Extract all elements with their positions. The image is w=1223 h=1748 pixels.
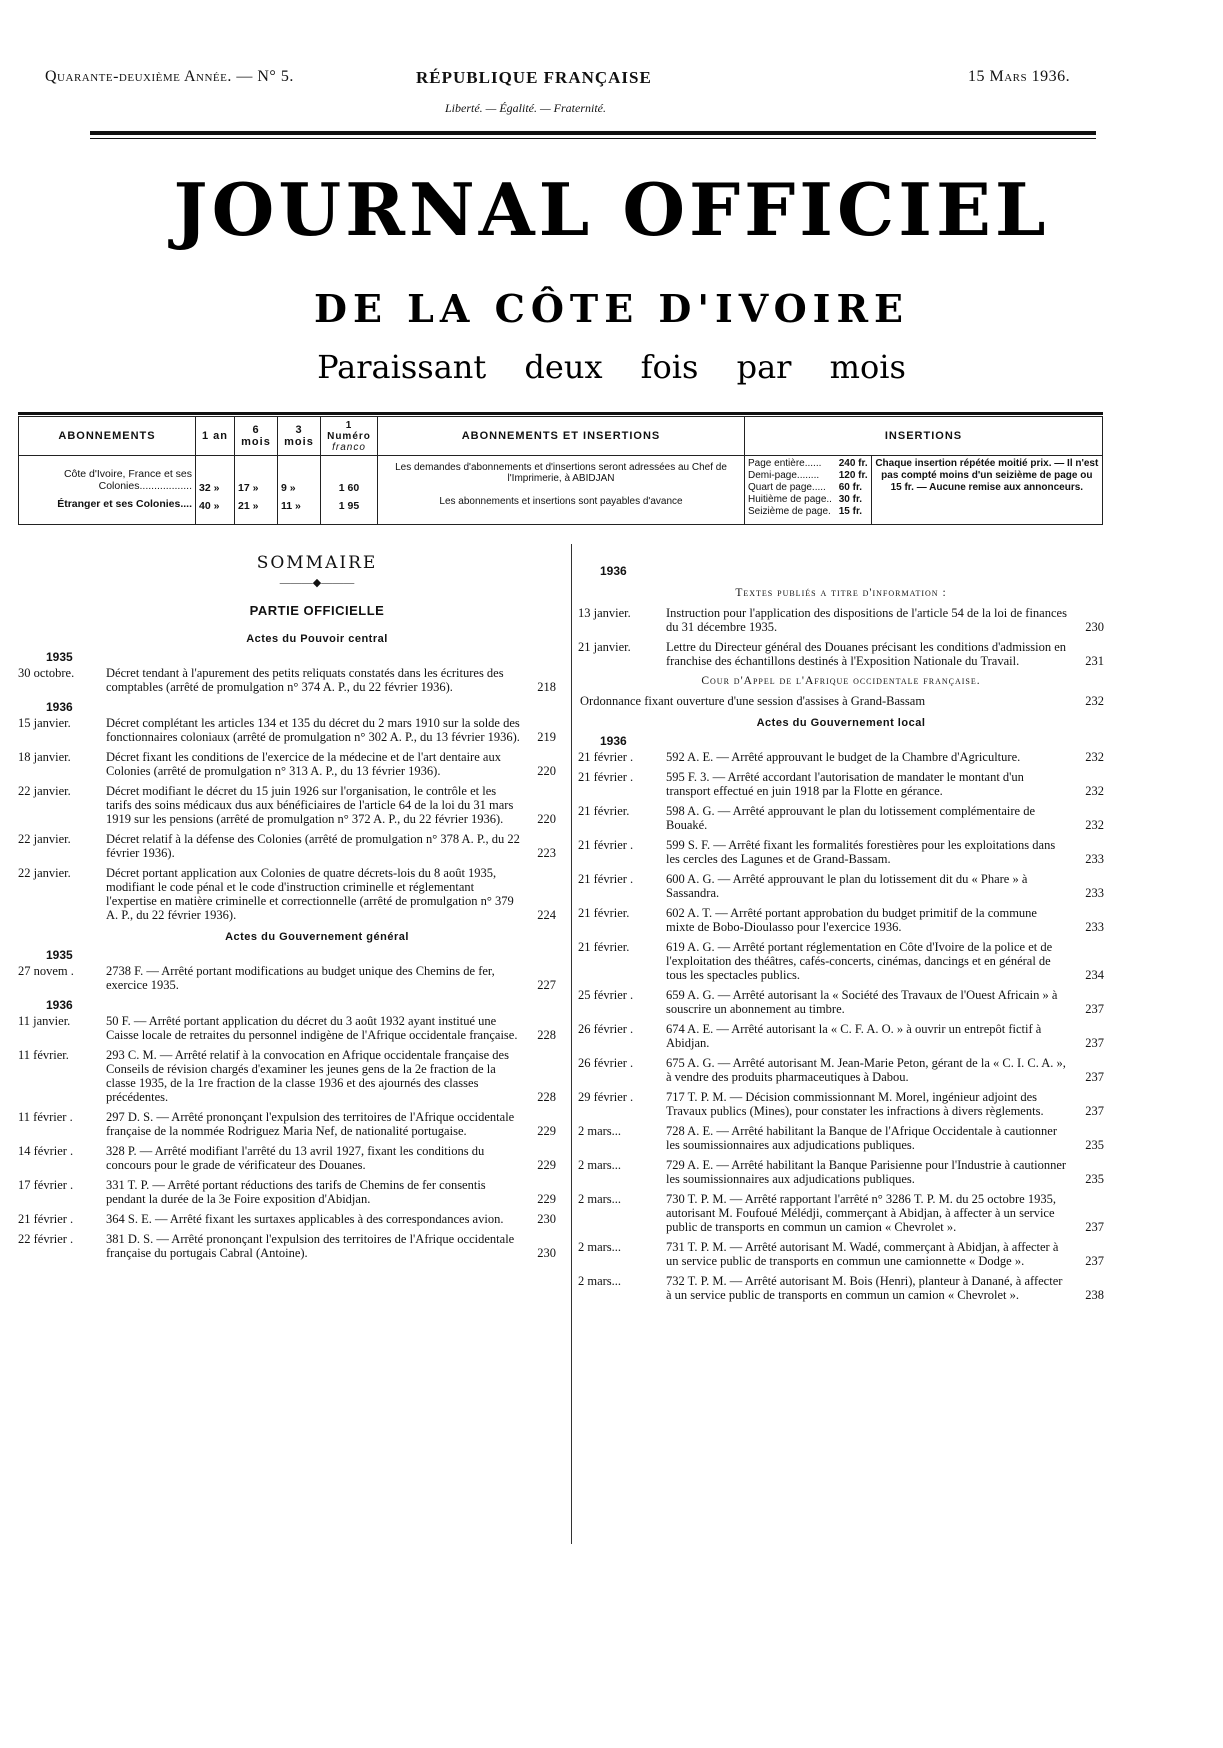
- entry-date: 27 novem .: [18, 964, 74, 978]
- entry-date: 11 février.: [18, 1048, 69, 1062]
- entry-text: 600 A. G. — Arrêté approuvant le plan du lotissement dit du « Phare » à Sassandra.: [666, 872, 1028, 900]
- entry-text: 599 S. F. — Arrêté fixant les formalités forestières pour les exploitations dans les cercles des Lagunes et de Grand-Bassam.: [666, 838, 1056, 866]
- entry-page: 218: [537, 680, 556, 694]
- entry-date: 2 mars...: [578, 1274, 622, 1288]
- col-3mois: 3 mois: [278, 417, 321, 456]
- header-rule: [90, 131, 1096, 135]
- entry-page: 223: [537, 846, 556, 860]
- entry-text: 717 T. P. M. — Décision commissionnant M. Morel, ingénieur adjoint des Travaux publics (Mines), pour constater les infractions à divers règlements.: [666, 1090, 1044, 1118]
- entry-date: 18 janvier.: [18, 750, 71, 764]
- entry-text: 592 A. E. — Arrêté approuvant le budget de la Chambre d'Agriculture.: [666, 750, 1021, 764]
- header-rule-thin: [90, 138, 1096, 139]
- sommaire-entry: [578, 750, 1104, 764]
- sommaire-entry: [578, 906, 1104, 934]
- col-1an: 1 an: [196, 417, 235, 456]
- issue-date: 15 Mars 1936.: [968, 68, 1071, 85]
- entry-page: 232: [1085, 750, 1104, 764]
- insertion-rates: Page entière...... Demi-page........ Quart de page..... Huitième de page.. Seizième de page.240 fr. 120 fr. 60 fr. 30 fr. 15 fr.: [745, 456, 872, 525]
- journal-tagline: Paraissant deux fois par mois: [317, 348, 906, 386]
- entry-page: 229: [537, 1158, 556, 1172]
- entry-date: 14 février .: [18, 1144, 74, 1158]
- section-gouvernement-general: Actes du Gouvernement général: [225, 931, 409, 943]
- year-1936-b: 1936: [46, 998, 73, 1012]
- sommaire-entry: [578, 640, 1104, 668]
- entry-date: 22 janvier.: [18, 832, 71, 846]
- entry-page: 228: [537, 1028, 556, 1042]
- entry-date: 15 janvier.: [18, 716, 71, 730]
- entry-date: 17 février .: [18, 1178, 74, 1192]
- entry-page: 237: [1085, 1002, 1104, 1016]
- entry-page: 232: [1085, 818, 1104, 832]
- partie-officielle-heading: PARTIE OFFICIELLE: [249, 603, 385, 618]
- right-column: [578, 562, 1104, 1308]
- entry-date: 21 février .: [578, 872, 634, 886]
- entry-date: 30 octobre.: [18, 666, 75, 680]
- col-6mois: 6 mois: [235, 417, 278, 456]
- entry-text: 50 F. — Arrêté portant application du décret du 3 août 1932 ayant institué une Caisse locale de retraites du personnel indigène de l'Afrique occidentale française.: [106, 1014, 518, 1042]
- entry-page: 229: [537, 1124, 556, 1138]
- entry-page: 234: [1085, 968, 1104, 982]
- entry-text: 674 A. E. — Arrêté autorisant la « C. F. A. O. » à ouvrir un entrepôt fictif à Abidjan.: [666, 1022, 1042, 1050]
- entry-page: 233: [1085, 852, 1104, 866]
- sommaire-entry: [578, 1274, 1104, 1302]
- entry-page: 224: [537, 908, 556, 922]
- entry-text: 731 T. P. M. — Arrêté autorisant M. Wadé, commerçant à Abidjan, à affecter à un service public de transports en commun une camionnette « Dodge ».: [666, 1240, 1059, 1268]
- sommaire-entry: [18, 1144, 556, 1172]
- column-divider: [571, 544, 572, 1544]
- sommaire-heading: SOMMAIRE: [256, 553, 378, 573]
- sommaire-entry: [18, 1048, 556, 1104]
- year-1935: 1935: [46, 650, 73, 664]
- journal-title: JOURNAL OFFICIEL: [173, 167, 1050, 252]
- sommaire-entry: [578, 1192, 1104, 1234]
- col-abo-insertions: ABONNEMENTS ET INSERTIONS: [378, 417, 745, 456]
- motto: Liberté. — Égalité. — Fraternité.: [445, 101, 606, 115]
- entry-page: 237: [1085, 1254, 1104, 1268]
- entry-text: 293 C. M. — Arrêté relatif à la convocation en Afrique occidentale française des Conseils de révision chargés d'examiner les jeunes gens de la 2e fraction de la classe 1935, de la 1re fraction de la classe 1936 et des ajournés des classes précédentes.: [106, 1048, 509, 1104]
- entry-page: 228: [537, 1090, 556, 1104]
- section-gouvernement-local: Actes du Gouvernement local: [756, 717, 926, 729]
- sommaire-entry: [18, 866, 556, 922]
- entry-page: 237: [1085, 1104, 1104, 1118]
- rates-1an: 32 » 40 »: [196, 456, 235, 525]
- insertion-note: Chaque insertion répétée moitié prix. — Il n'est pas compté moins d'un seizième de page ou 15 fr. — Aucune remise aux annonceurs.: [871, 456, 1102, 525]
- sommaire-entry: [578, 940, 1104, 982]
- journal-subtitle: DE LA CÔTE D'IVOIRE: [314, 286, 909, 331]
- ordonnance-entry: Ordonnance fixant ouverture d'une session d'assises à Grand-Bassam 232: [580, 694, 1104, 708]
- entry-date: 2 mars...: [578, 1158, 622, 1172]
- year-1936-local: 1936: [600, 734, 627, 748]
- entry-text: Décret complétant les articles 134 et 135 du décret du 2 mars 1910 sur la solde des fonctionnaires coloniaux (arrêté de promulgation n° 302 A. P., du 13 février 1936).: [106, 716, 520, 744]
- entry-page: 220: [537, 764, 556, 778]
- entry-text: 364 S. E. — Arrêté fixant les surtaxes applicables à des correspondances avion.: [106, 1212, 504, 1226]
- sommaire-entry: [18, 1014, 556, 1042]
- sommaire-entry: [18, 750, 556, 778]
- year-1936-right: 1936: [600, 564, 627, 578]
- sommaire-entry: [18, 784, 556, 826]
- entry-text: 2738 F. — Arrêté portant modifications au budget unique des Chemins de fer, exercice 1935.: [106, 964, 495, 992]
- entry-text: Décret modifiant le décret du 15 juin 1926 sur l'organisation, le contrôle et les tarifs des soins médicaux dus aux bénéficiaires de l'article 64 de la loi du 31 mars 1919 sur les pensions (arrêté de promulgation n° 372 A. P., du 22 février 1936).: [106, 784, 514, 826]
- sommaire-entry: [18, 1232, 556, 1260]
- entry-text: 728 A. E. — Arrêté habilitant la Banque de l'Afrique Occidentale à cautionner les soumissionnaires aux adjudications publiques.: [666, 1124, 1058, 1152]
- cour-appel-heading: Cour d'Appel de l'Afrique occidentale française.: [701, 675, 981, 687]
- sommaire-entry: [578, 1124, 1104, 1152]
- entry-date: 22 janvier.: [18, 784, 71, 798]
- sommaire-entry: [18, 832, 556, 860]
- entry-text: 732 T. P. M. — Arrêté autorisant M. Bois (Henri), planteur à Danané, à affecter à un service public de transports en commun un camion « Chevrolet ».: [666, 1274, 1063, 1302]
- entry-date: 2 mars...: [578, 1192, 622, 1206]
- entry-text: 297 D. S. — Arrêté prononçant l'expulsion des territoires de l'Afrique occidentale française de la nommée Rodriguez Maria Nef, de nationalité portugaise.: [106, 1110, 515, 1138]
- sommaire-entry: [578, 838, 1104, 866]
- entry-page: 219: [537, 730, 556, 744]
- issue-number: Quarante-deuxième Année. — N° 5.: [45, 68, 294, 85]
- left-column: [18, 553, 556, 1266]
- rates-numero: 1 60 1 95: [321, 456, 378, 525]
- entry-date: 21 février .: [578, 750, 634, 764]
- entry-date: 21 février .: [578, 838, 634, 852]
- subscription-info: Les demandes d'abonnements et d'insertions seront adressées au Chef de l'Imprimerie, à ABIDJAN Les abonnements et insertions sont payables d'avance: [378, 456, 745, 525]
- entry-date: 26 février .: [578, 1022, 634, 1036]
- rates-6mois: 17 » 21 »: [235, 456, 278, 525]
- entry-page: 220: [537, 812, 556, 826]
- rates-3mois: 9 » 11 »: [278, 456, 321, 525]
- entry-text: 729 A. E. — Arrêté habilitant la Banque Parisienne pour l'Industrie à cautionner les soumissionnaires aux adjudications publiques.: [666, 1158, 1067, 1186]
- col-numero: 1 Numéro franco: [321, 417, 378, 456]
- entry-date: 11 janvier.: [18, 1014, 71, 1028]
- entry-date: 21 janvier.: [578, 640, 631, 654]
- entry-text: Décret portant application aux Colonies de quatre décrets-lois du 8 août 1935, modifiant le code pénal et le code d'instruction criminelle et réglementant l'expertise en matière criminelle et correctionnelle (arrêté de promulgation n° 379 A. P., du 22 février 1936).: [106, 866, 514, 922]
- sommaire-entry: [578, 606, 1104, 634]
- rates-labels: Côte d'Ivoire, France et ses Colonies.................. Étranger et ses Colonies....: [19, 456, 196, 525]
- entry-page: 231: [1085, 654, 1104, 668]
- entry-page: 230: [537, 1212, 556, 1226]
- entry-text: Lettre du Directeur général des Douanes précisant les conditions d'admission en franchise des échantillons destinés à l'Exposition Nationale du Travail.: [666, 640, 1067, 668]
- entry-date: 26 février .: [578, 1056, 634, 1070]
- entry-page: 229: [537, 1192, 556, 1206]
- entry-page: 227: [537, 978, 556, 992]
- entry-text: Instruction pour l'application des dispositions de l'article 54 de la loi de finances du 31 décembre 1935.: [666, 606, 1067, 634]
- entry-date: 25 février .: [578, 988, 634, 1002]
- sommaire-entry: [578, 988, 1104, 1016]
- sommaire-entry: [18, 1110, 556, 1138]
- entry-page: 233: [1085, 886, 1104, 900]
- sommaire-entry: [578, 1158, 1104, 1186]
- col-insertions: INSERTIONS: [745, 417, 1103, 456]
- republic-label: RÉPUBLIQUE FRANÇAISE: [416, 68, 652, 87]
- entry-page: 232: [1085, 784, 1104, 798]
- sommaire-entry: [578, 1056, 1104, 1084]
- entry-text: 619 A. G. — Arrêté portant réglementation en Côte d'Ivoire de la police et de l'exploitation des théâtres, cafés-concerts, cinémas, dancings et en général de tous les spectacles publics.: [666, 940, 1053, 982]
- entry-page: 230: [1085, 620, 1104, 634]
- entry-date: 2 mars...: [578, 1124, 622, 1138]
- entry-text: 595 F. 3. — Arrêté accordant l'autorisation de mandater le montant d'un transport effectué en juin 1918 par la Flotte en gérance.: [666, 770, 1024, 798]
- entry-date: 2 mars...: [578, 1240, 622, 1254]
- textes-heading: Textes publiés a titre d'information :: [735, 587, 947, 599]
- sommaire-entry: [18, 1212, 556, 1226]
- entry-text: 331 T. P. — Arrêté portant réductions des tarifs de Chemins de fer consentis pendant la durée de la 3e Foire exposition d'Abidjan.: [106, 1178, 486, 1206]
- table-top-rule: [18, 412, 1103, 415]
- entry-date: 21 février.: [578, 804, 630, 818]
- entry-page: 235: [1085, 1138, 1104, 1152]
- entry-page: 237: [1085, 1070, 1104, 1084]
- ornament-divider: ———◆———: [279, 577, 355, 589]
- entry-text: 675 A. G. — Arrêté autorisant M. Jean-Marie Peton, gérant de la « C. I. C. A. », à vendre des produits pharmaceutiques à Dabou.: [666, 1056, 1066, 1084]
- entry-date: 11 février .: [18, 1110, 73, 1124]
- sommaire-entry: [578, 1022, 1104, 1050]
- entry-text: 602 A. T. — Arrêté portant approbation du budget primitif de la commune mixte de Bobo-Dioulasso pour l'exercice 1936.: [666, 906, 1037, 934]
- sommaire-entry: [578, 1090, 1104, 1118]
- entry-date: 21 février.: [578, 906, 630, 920]
- entry-text: 381 D. S. — Arrêté prononçant l'expulsion des territoires de l'Afrique occidentale française du portugais Cabral (Antoine).: [106, 1232, 515, 1260]
- entry-date: 21 février.: [578, 940, 630, 954]
- sommaire-entry: [578, 872, 1104, 900]
- entry-date: 22 février .: [18, 1232, 74, 1246]
- year-1936: 1936: [46, 700, 73, 714]
- entry-text: 730 T. P. M. — Arrêté rapportant l'arrêté n° 3286 T. P. M. du 25 octobre 1935, autorisant M. Foufoué Mélédji, commerçant à Abidjan, à affecter à un service public de transports en commun un camion « Chevrolet ».: [666, 1192, 1056, 1234]
- entry-page: 237: [1085, 1220, 1104, 1234]
- sommaire-entry: [578, 770, 1104, 798]
- entry-text: 328 P. — Arrêté modifiant l'arrêté du 13 avril 1927, fixant les conditions du concours pour le grade de vérificateur des Douanes.: [106, 1144, 485, 1172]
- year-1935-b: 1935: [46, 948, 73, 962]
- entry-text: Décret fixant les conditions de l'exercice de la médecine et de l'art dentaire aux Colonies (arrêté de promulgation n° 313 A. P., du 13 février 1936).: [106, 750, 501, 778]
- subscription-table: [18, 416, 1103, 525]
- entry-text: Décret tendant à l'apurement des petits reliquats constatés dans les écritures des comptables (arrêté de promulgation n° 374 A. P., du 22 février 1936).: [106, 666, 504, 694]
- entry-date: 13 janvier.: [578, 606, 631, 620]
- entry-date: 29 février .: [578, 1090, 634, 1104]
- entry-text: 598 A. G. — Arrêté approuvant le plan du lotissement complémentaire de Bouaké.: [666, 804, 1036, 832]
- entry-text: 659 A. G. — Arrêté autorisant la « Société des Travaux de l'Ouest Africain » à souscrire un abonnement au timbre.: [666, 988, 1058, 1016]
- entry-page: 233: [1085, 920, 1104, 934]
- section-pouvoir-central: Actes du Pouvoir central: [246, 633, 388, 645]
- entry-text: Décret relatif à la défense des Colonies (arrêté de promulgation n° 378 A. P., du 22 février 1936).: [106, 832, 520, 860]
- entry-page: 237: [1085, 1036, 1104, 1050]
- col-abonnements: ABONNEMENTS: [19, 417, 196, 456]
- sommaire-entry: [578, 1240, 1104, 1268]
- sommaire-entry: [18, 716, 556, 744]
- sommaire-entry: [578, 804, 1104, 832]
- entry-date: 22 janvier.: [18, 866, 71, 880]
- sommaire-entry: [18, 1178, 556, 1206]
- entry-page: 238: [1085, 1288, 1104, 1302]
- entry-date: 21 février .: [18, 1212, 74, 1226]
- entry-date: 21 février .: [578, 770, 634, 784]
- entry-page: 230: [537, 1246, 556, 1260]
- sommaire-entry: [18, 666, 556, 694]
- entry-page: 235: [1085, 1172, 1104, 1186]
- sommaire-entry: [18, 964, 556, 992]
